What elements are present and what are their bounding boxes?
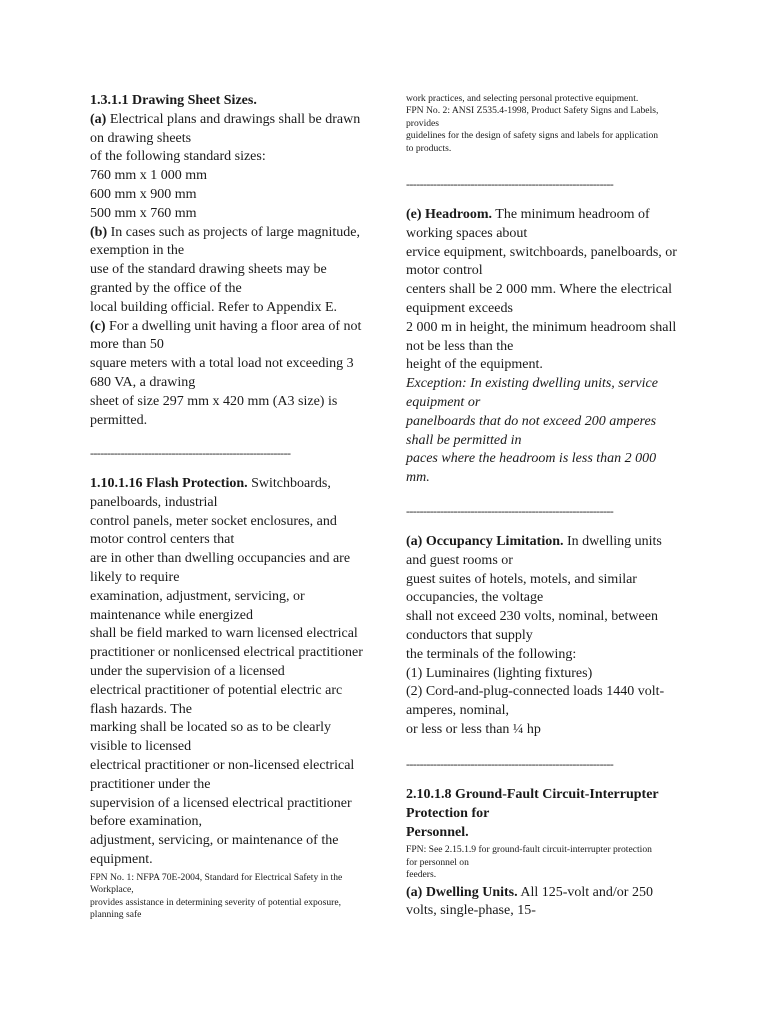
gfci-heading-line (406, 786, 686, 842)
section-gfci (406, 786, 686, 921)
section-flash-protection (90, 475, 370, 921)
gfci-fpn: FPN: See 2.15.1.9 for ground-fault circuit-interrupter protection for personnel on feeders. (406, 844, 652, 881)
section-occupancy-limitation (406, 533, 686, 740)
section-headroom (406, 206, 686, 488)
para-a-text: Electrical plans and drawings shall be drawn on drawing sheets of the following standard sizes: 760 mm x 1 000 mm 600 mm x 900 mm 500 mm x 760 mm (90, 111, 361, 221)
drawing-sheet-para-a (90, 111, 370, 224)
label-a: (a) (90, 111, 107, 127)
para-c-text: For a dwelling unit having a floor area of not more than 50 square meters with a total load not exceeding 3 680 VA, a drawing sheet of size 297 mm x 420 mm (A3 size) is permitted. (90, 318, 362, 428)
label-b: (b) (90, 224, 108, 240)
drawing-sheet-para-b (90, 224, 370, 318)
headroom-heading: (e) Headroom. (406, 207, 493, 222)
dwelling-units-heading: (a) Dwelling Units. (406, 884, 518, 900)
dwelling-units-para (406, 884, 686, 922)
occupancy-text: In dwelling units and guest rooms or guest suites of hotels, motels, and similar occupancies, the voltage shall not exceed 230 volts, nominal, between conductors that supply the terminals of the following: (1) Luminaires (lighting fixtures) (2) Cord-and-plug-connected loads 1440 volt- amperes, nominal, or less or less than ¼ hp (406, 534, 665, 737)
fpn-no-1: FPN No. 1: NFPA 70E-2004, Standard for Electrical Safety in the Workplace, provides assistance in determining severity of potential exposure, planning safe (90, 871, 343, 920)
section-drawing-sheet-sizes (90, 92, 370, 430)
divider-1: ----------------------------------------------------------- (90, 446, 291, 460)
dwelling-units-text: All 125-volt and/or 250 volts, single-phase, 15- (406, 884, 653, 919)
headroom-text: The minimum headroom of working spaces about ervice equipment, switchboards, panelboards, or motor control centers shall be 2 000 mm. Where the electrical equipment exceeds 2 000 m in height, the minimum headroom shall not be less than the height of the equipment. (406, 207, 677, 373)
headroom-exception: Exception: In existing dwelling units, service equipment or panelboards that do not exceed 200 amperes shall be permitted in paces where the headroom is less than 2 000 mm. (406, 376, 658, 486)
label-c: (c) (90, 318, 106, 334)
gfci-heading: 2.10.1.8 Ground-Fault Circuit-Interrupter Protection for Personnel. (406, 787, 659, 840)
flash-protection-heading: 1.10.1.16 Flash Protection. (90, 476, 248, 491)
divider-2: ------------------------------------------------------------- (406, 177, 614, 191)
para-b-text: In cases such as projects of large magnitude, exemption in the use of the standard drawing sheets may be granted by the office of the local building official. Refer to Appendix E. (90, 224, 360, 315)
occupancy-heading: (a) Occupancy Limitation. (406, 534, 564, 549)
headroom-para (406, 206, 686, 375)
flash-protection-text: Switchboards, panelboards, industrial control panels, meter socket enclosures, and motor control centers that are in other than dwelling occupancies and are likely to require examination, adjustment, servicing, or maintenance while energized shall be field marked to warn licensed electrical practitioner or nonlicensed electrical practitioner under the supervision of a licensed electrical practitioner of potential electric arc flash hazards. The marking shall be located so as to be clearly visible to licensed electrical practitioner or non-licensed electrical practitioner under the supervision of a licensed electrical practitioner before examination, adjustment, servicing, or maintenance of the equipment. (90, 476, 363, 867)
fpn-continuation: work practices, and selecting personal protective equipment. FPN No. 2: ANSI Z535.4-1998, Product Safety Signs and Labels, provides guidelines for the design of safety signs and labels for application to products. (406, 93, 659, 154)
drawing-sheet-para-c (90, 318, 370, 431)
flash-protection-para (90, 475, 370, 870)
drawing-sheet-heading-line (90, 92, 370, 111)
drawing-sheet-heading: 1.3.1.1 Drawing Sheet Sizes. (90, 93, 257, 108)
divider-3: ------------------------------------------------------------- (406, 504, 614, 518)
divider-4: ------------------------------------------------------------- (406, 757, 614, 771)
occupancy-para (406, 533, 686, 740)
